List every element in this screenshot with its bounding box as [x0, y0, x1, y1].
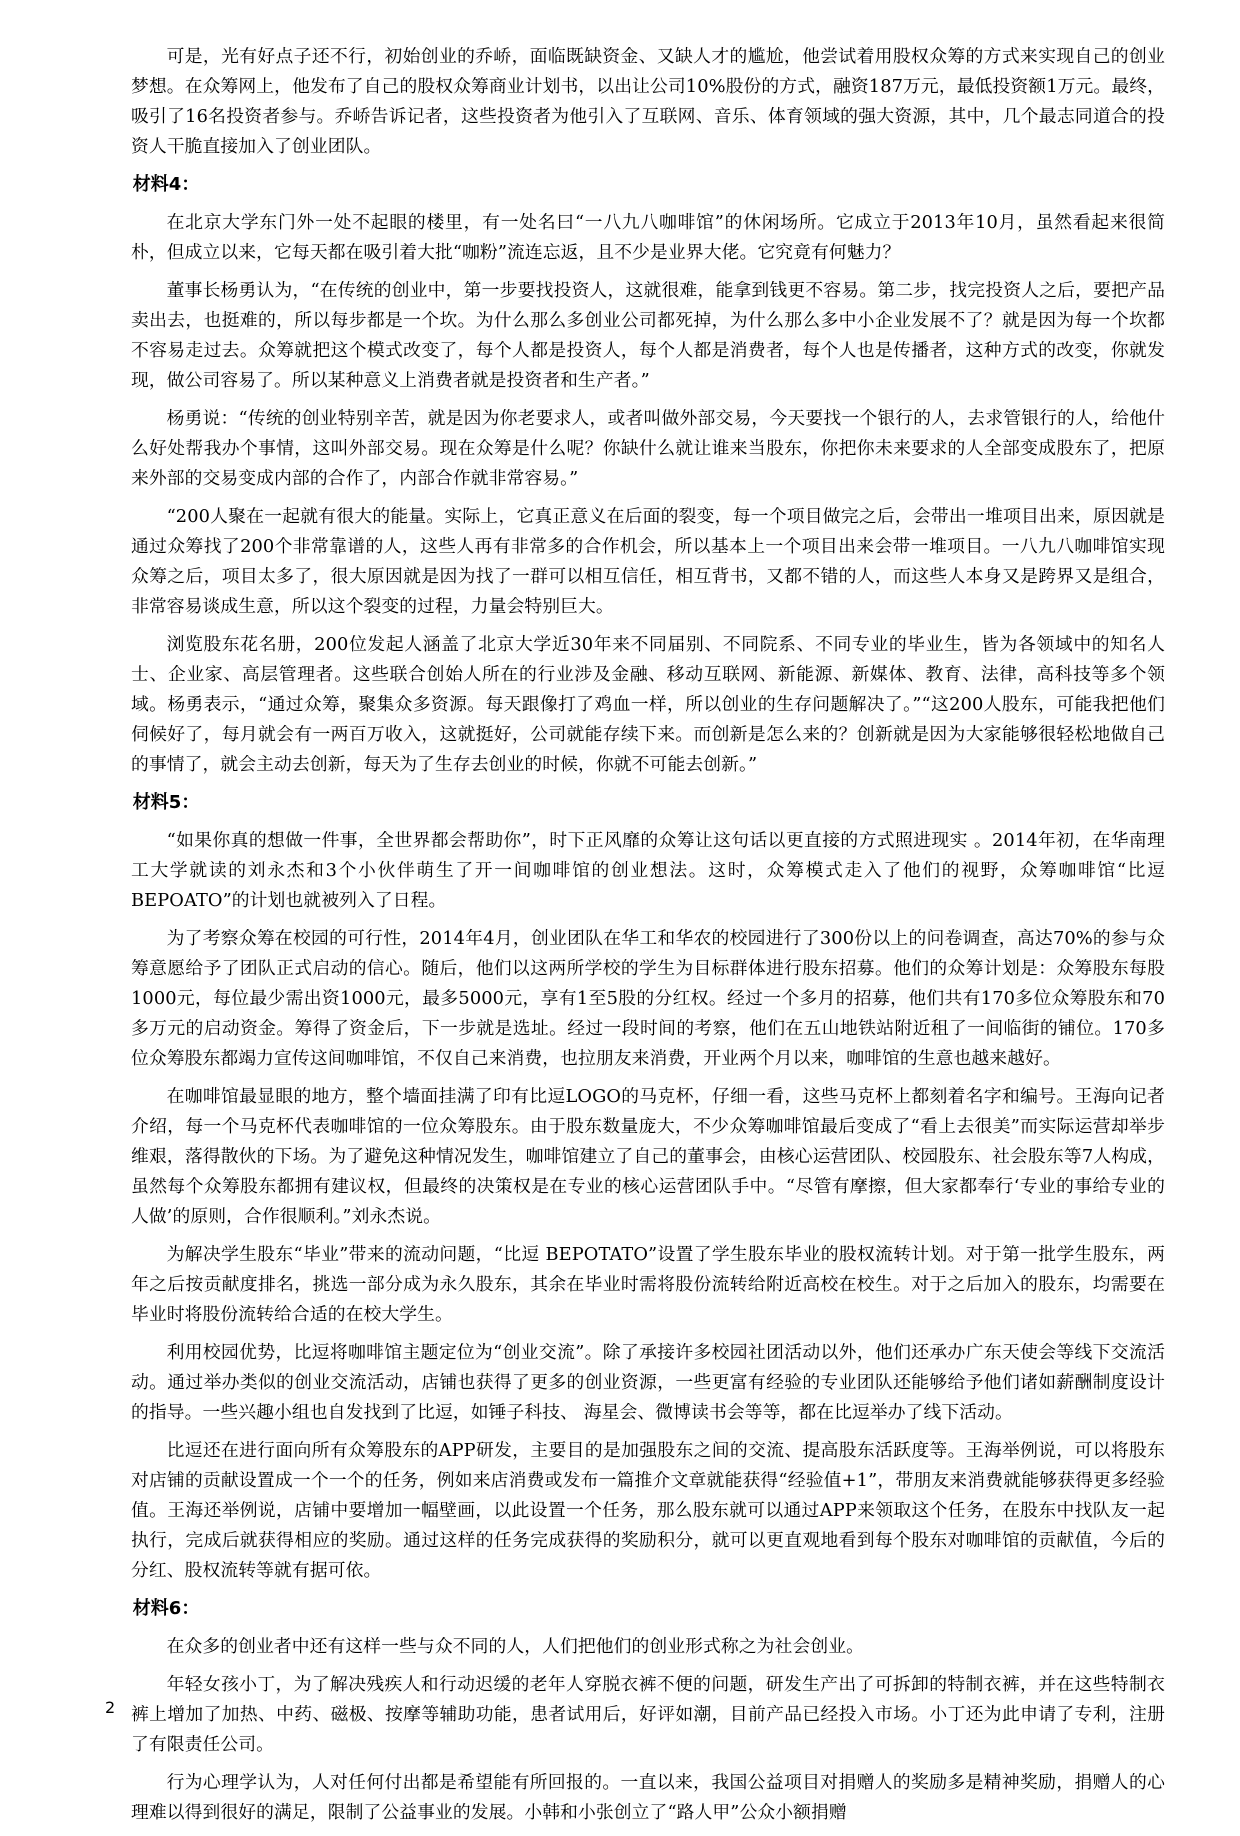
paragraph: 年轻女孩小丁，为了解决残疾人和行动迟缓的老年人穿脱衣裤不便的问题，研发生产出了可拆卸的特制衣裤，并在这些特制衣裤上增加了加热、中药、磁极、按摩等辅助功能，患者试用后，好评如潮，目前产品已经投入市场。小丁还为此申请了专利，注册了有限责任公司。 — [131, 1674, 1165, 1755]
paragraph: 杨勇说：“传统的创业特别辛苦，就是因为你老要求人，或者叫做外部交易，今天要找一个银行的人，去求管银行的人，给他什么好处帮我办个事情，这叫外部交易。现在众筹是什么呢？你缺什么就让谁来当股东，你把你未来要求的人全部变成股东了，把原来外部的交易变成内部的合作了，内部合作就非常容易。” — [131, 408, 1165, 489]
section-heading: 材料6： — [132, 1598, 200, 1619]
paragraph: 行为心理学认为，人对任何付出都是希望能有所回报的。一直以来，我国公益项目对捐赠人的奖励多是精神奖励，捐赠人的心理难以得到很好的满足，限制了公益事业的发展。小韩和小张创立了“路人甲”公众小额捐赠 — [131, 1772, 1165, 1823]
paragraph: 为解决学生股东“毕业”带来的流动问题，“比逗 BEPOTATO”设置了学生股东毕业的股权流转计划。对于第一批学生股东，两年之后按贡献度排名，挑选一部分成为永久股东，其余在毕业时需将股份流转给附近高校在校生。对于之后加入的股东，均需要在毕业时将股份流转给合适的在校大学生。 — [131, 1244, 1165, 1325]
paragraph: 在咖啡馆最显眼的地方，整个墙面挂满了印有比逗LOGO的马克杯，仔细一看，这些马克杯上都刻着名字和编号。王海向记者介绍，每一个马克杯代表咖啡馆的一位众筹股东。由于股东数量庞大，不少众筹咖啡馆最后变成了“看上去很美”而实际运营却举步维艰，落得散伙的下场。为了避免这种情况发生，咖啡馆建立了自己的董事会，由核心运营团队、校园股东、社会股东等7人构成，虽然每个众筹股东都拥有建议权，但最终的决策权是在专业的核心运营团队手中。“尽管有摩擦，但大家都奉行‘专业的事给专业的人做’的原则，合作很顺利。”刘永杰说。 — [131, 1086, 1165, 1227]
section-heading: 材料5： — [132, 792, 200, 813]
paragraph: “如果你真的想做一件事，全世界都会帮助你”，时下正风靡的众筹让这句话以更直接的方式照进现实 。2014年初，在华南理工大学就读的刘永杰和3个小伙伴萌生了开一间咖啡馆的创业想法。这时，众筹模式走入了他们的视野，众筹咖啡馆“比逗BEPOATO”的计划也就被列入了日程。 — [131, 830, 1165, 911]
page-number: 2 — [105, 1698, 116, 1717]
paragraph: 比逗还在进行面向所有众筹股东的APP研发，主要目的是加强股东之间的交流、提高股东活跃度等。王海举例说，可以将股东对店铺的贡献设置成一个一个的任务，例如来店消费或发布一篇推介文章就能获得“经验值+1”，带朋友来消费就能够获得更多经验值。王海还举例说，店铺中要增加一幅壁画，以此设置一个任务，那么股东就可以通过APP来领取这个任务，在股东中找队友一起执行，完成后就获得相应的奖励。通过这样的任务完成获得的奖励积分，就可以更直观地看到每个股东对咖啡馆的贡献值，今后的分红、股权流转等就有据可依。 — [131, 1440, 1165, 1581]
paragraph: 在众多的创业者中还有这样一些与众不同的人，人们把他们的创业形式称之为社会创业。 — [166, 1636, 864, 1657]
paragraph: 利用校园优势，比逗将咖啡馆主题定位为“创业交流”。除了承接许多校园社团活动以外，他们还承办广东天使会等线下交流活动。通过举办类似的创业交流活动，店铺也获得了更多的创业资源，一些更富有经验的专业团队还能够给予他们诸如薪酬制度设计的指导。一些兴趣小组也自发找到了比逗，如锤子科技、 海星会、微博读书会等等，都在比逗举办了线下活动。 — [131, 1342, 1165, 1423]
paragraph: 浏览股东花名册，200位发起人涵盖了北京大学近30年来不同届别、不同院系、不同专业的毕业生，皆为各领域中的知名人士、企业家、高层管理者。这些联合创始人所在的行业涉及金融、移动互联网、新能源、新媒体、教育、法律，高科技等多个领域。杨勇表示，“通过众筹，聚集众多资源。每天跟像打了鸡血一样，所以创业的生存问题解决了。”“这200人股东，可能我把他们伺候好了，每月就会有一两百万收入，这就挺好，公司就能存续下来。而创新是怎么来的？创新就是因为大家能够很轻松地做自己的事情了，就会主动去创新，每天为了生存去创业的时候，你就不可能去创新。” — [131, 634, 1165, 775]
paragraph: 在北京大学东门外一处不起眼的楼里，有一处名曰“一八九八咖啡馆”的休闲场所。它成立于2013年10月，虽然看起来很简朴，但成立以来，它每天都在吸引着大批“咖粉”流连忘返，且不少是业界大佬。它究竟有何魅力？ — [131, 212, 1165, 263]
document-body — [131, 42, 1165, 1836]
paragraph: “200人聚在一起就有很大的能量。实际上，它真正意义在后面的裂变，每一个项目做完之后，会带出一堆项目出来，原因就是通过众筹找了200个非常靠谱的人，这些人再有非常多的合作机会，所以基本上一个项目出来会带一堆项目。一八九八咖啡馆实现众筹之后，项目太多了，很大原因就是因为找了一群可以相互信任，相互背书，又都不错的人，而这些人本身又是跨界又是组合，非常容易谈成生意，所以这个裂变的过程，力量会特别巨大。 — [131, 506, 1165, 617]
paragraph: 可是，光有好点子还不行，初始创业的乔峤，面临既缺资金、又缺人才的尴尬，他尝试着用股权众筹的方式来实现自己的创业梦想。在众筹网上，他发布了自己的股权众筹商业计划书，以出让公司10%股份的方式，融资187万元，最低投资额1万元。最终，吸引了16名投资者参与。乔峤告诉记者，这些投资者为他引入了互联网、音乐、体育领域的强大资源，其中，几个最志同道合的投资人干脆直接加入了创业团队。 — [131, 46, 1165, 157]
paragraph: 董事长杨勇认为，“在传统的创业中，第一步要找投资人，这就很难，能拿到钱更不容易。第二步，找完投资人之后，要把产品卖出去，也挺难的，所以每步都是一个坎。为什么那么多创业公司都死掉，为什么那么多中小企业发展不了？就是因为每一个坎都不容易走过去。众筹就把这个模式改变了，每个人都是投资人，每个人都是消费者，每个人也是传播者，这种方式的改变，你就发现，做公司容易了。所以某种意义上消费者就是投资者和生产者。” — [131, 280, 1165, 391]
paragraph: 为了考察众筹在校园的可行性，2014年4月，创业团队在华工和华农的校园进行了300份以上的问卷调查，高达70%的参与众筹意愿给予了团队正式启动的信心。随后，他们以这两所学校的学生为目标群体进行股东招募。他们的众筹计划是：众筹股东每股1000元，每位最少需出资1000元，最多5000元，享有1至5股的分红权。经过一个多月的招募，他们共有170多位众筹股东和70多万元的启动资金。筹得了资金后，下一步就是选址。经过一段时间的考察，他们在五山地铁站附近租了一间临街的铺位。170多位众筹股东都竭力宣传这间咖啡馆，不仅自己来消费，也拉朋友来消费，开业两个月以来，咖啡馆的生意也越来越好。 — [131, 928, 1165, 1069]
section-heading: 材料4： — [132, 174, 200, 195]
